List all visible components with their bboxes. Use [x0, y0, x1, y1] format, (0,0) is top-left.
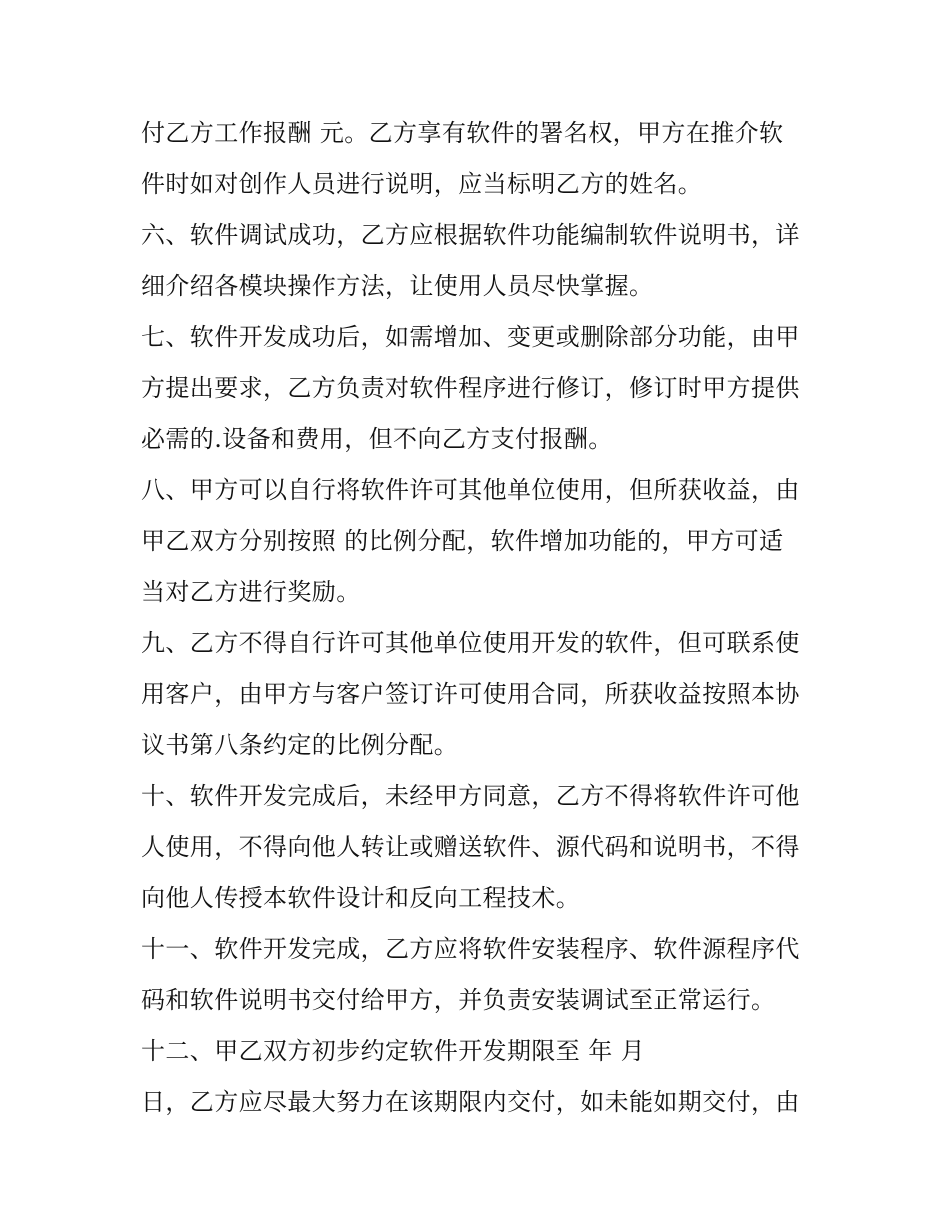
text-line: 必需的.设备和费用，但不向乙方支付报酬。: [141, 425, 613, 453]
text-line: 七、软件开发成功后，如需增加、变更或删除部分功能，由甲: [141, 323, 800, 351]
text-line: 九、乙方不得自行许可其他单位使用开发的软件，但可联系使: [141, 629, 800, 657]
text-line: 付乙方工作报酬 元。乙方享有软件的署名权，甲方在推介软: [141, 119, 784, 147]
text-line: 用客户，由甲方与客户签订许可使用合同，所获收益按照本协: [141, 680, 800, 708]
text-line: 十二、甲乙双方初步约定软件开发期限至 年 月: [141, 1037, 646, 1065]
text-line: 方提出要求，乙方负责对软件程序进行修订，修订时甲方提供: [141, 374, 800, 402]
text-line: 十、软件开发完成后，未经甲方同意，乙方不得将软件许可他: [141, 782, 800, 810]
text-line: 码和软件说明书交付给甲方，并负责安装调试至正常运行。: [141, 986, 776, 1014]
text-line: 细介绍各模块操作方法，让使用人员尽快掌握。: [141, 272, 654, 300]
text-line: 议书第八条约定的比例分配。: [141, 731, 459, 759]
text-line: 人使用，不得向他人转让或赠送软件、源代码和说明书，不得: [141, 833, 800, 861]
text-line: 件时如对创作人员进行说明，应当标明乙方的姓名。: [141, 170, 703, 198]
text-line: 十一、软件开发完成，乙方应将软件安装程序、软件源程序代: [141, 935, 800, 963]
text-line: 日，乙方应尽最大努力在该期限内交付，如未能如期交付，由: [141, 1088, 800, 1116]
text-line: 八、甲方可以自行将软件许可其他单位使用，但所获收益，由: [141, 476, 800, 504]
text-line: 当对乙方进行奖励。: [141, 578, 361, 606]
document-body: [141, 108, 831, 1128]
text-line: 向他人传授本软件设计和反向工程技术。: [141, 884, 581, 912]
text-line: 六、软件调试成功，乙方应根据软件功能编制软件说明书，详: [141, 221, 800, 249]
text-line: 甲乙双方分别按照 的比例分配，软件增加功能的，甲方可适: [141, 527, 784, 555]
